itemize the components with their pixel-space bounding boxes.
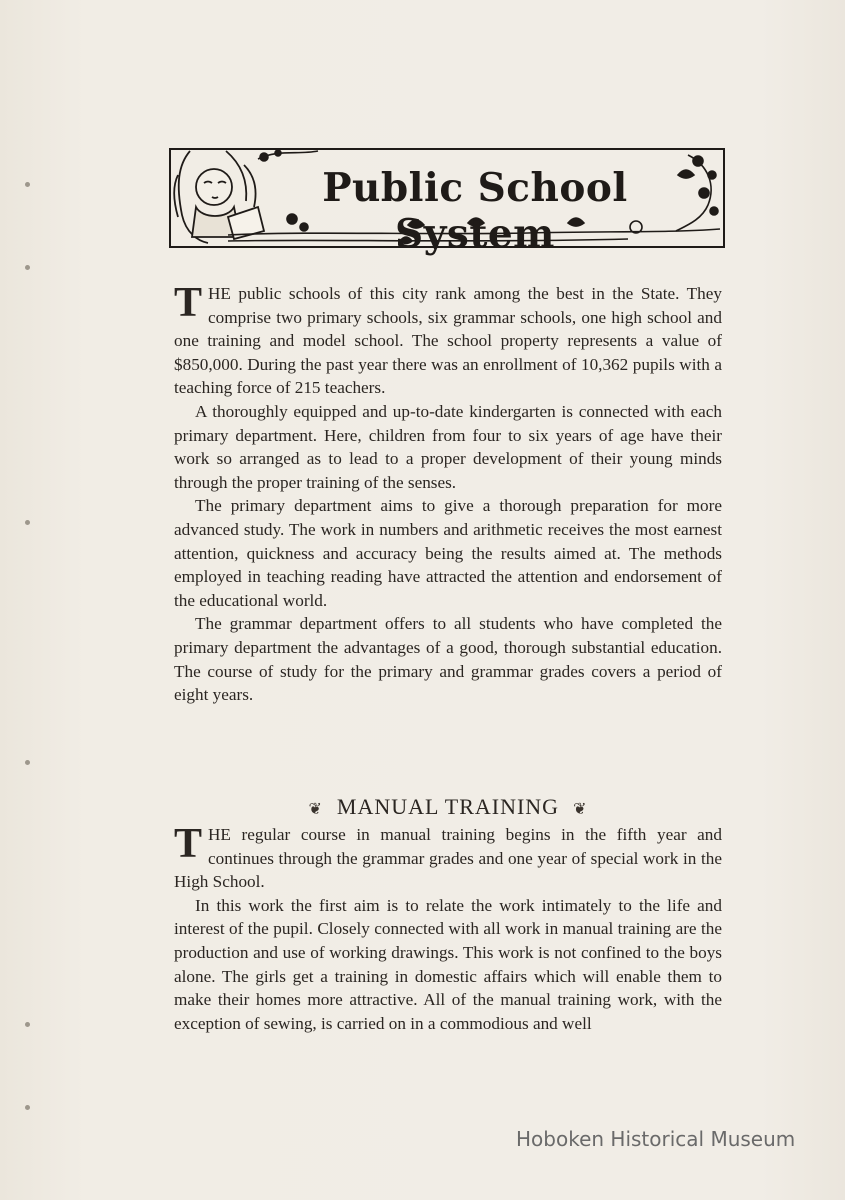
page-title: Public School System [322, 165, 628, 257]
punch-hole [25, 520, 30, 525]
paragraph: The primary department aims to give a thorough preparation for more advanced study. The work in numbers and arithmetic receives the most earnest attention, quickness and accuracy being the results aimed at. The methods employed in teaching reading have attracted the attention and endorsement of the educational world. [174, 496, 722, 610]
drop-cap: T [174, 821, 203, 867]
floral-ornament-icon: ❦ [573, 801, 588, 818]
punch-hole [25, 1105, 30, 1110]
watermark: Hoboken Historical Museum [516, 1127, 796, 1151]
paragraph: The grammar department offers to all students who have completed the primary department the advantages of a good, thorough substantial education. The course of study for the primary and grammar grades covers a period of eight years. [174, 614, 722, 705]
punch-hole [25, 1022, 30, 1027]
drop-cap: T [174, 280, 203, 326]
floral-ornament-icon: ❦ [308, 801, 323, 818]
punch-hole [25, 265, 30, 270]
paragraph [174, 823, 722, 894]
paragraph: A thoroughly equipped and up-to-date kindergarten is connected with each primary department. Here, children from four to six years of age have their work so arranged as to lead to a proper development of their young minds through the proper training of the senses. [174, 401, 722, 492]
section-heading [174, 794, 722, 820]
girl-illustration-icon [174, 151, 264, 243]
section-public-schools [174, 282, 722, 707]
punch-hole [25, 182, 30, 187]
paragraph-text: HE regular course in manual training begins in the fifth year and continues through the grammar grades and one year of special work in the High School. [174, 825, 722, 892]
header-banner [168, 145, 728, 257]
paragraph-text: HE public schools of this city rank among the best in the State. They comprise two primary schools, six grammar schools, one high school and one training and model school. The school property represents a value of $850,000. During the past year there was an enrollment of 10,362 pupils with a teaching force of 215 teachers. [174, 284, 722, 398]
punch-hole [25, 760, 30, 765]
paragraph [174, 282, 722, 400]
section-manual-training [174, 823, 722, 1035]
section-heading-text: MANUAL TRAINING [336, 794, 560, 819]
paragraph: In this work the first aim is to relate the work intimately to the life and interest of the pupil. Closely connected with all work in manual training are the production and use of working drawings. This work is not confined to the boys alone. The girls get a training in domestic affairs which will enable them to make their homes more attractive. All of the manual training work, with the exception of sewing, is carried on in a commodious and well [174, 895, 722, 1033]
